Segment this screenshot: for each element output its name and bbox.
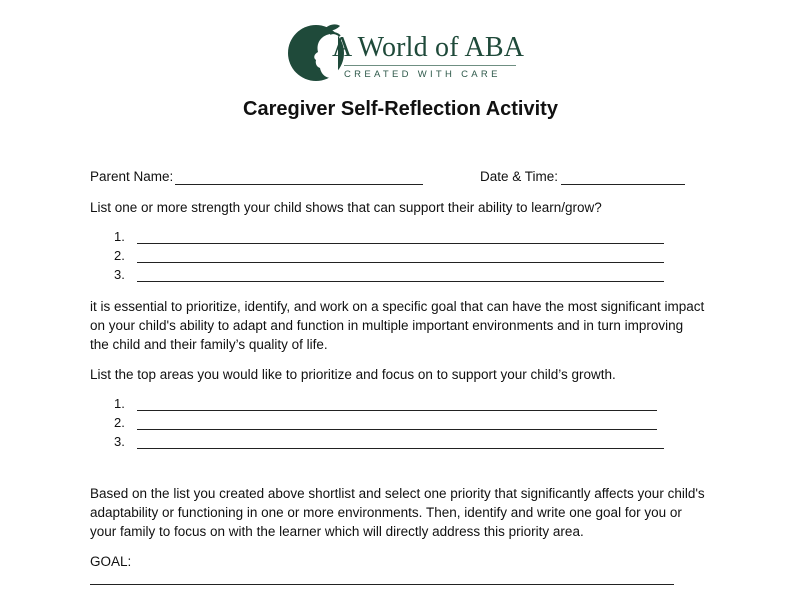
priority-number-1: 1.: [114, 396, 125, 411]
parent-name-field[interactable]: [175, 184, 423, 185]
goal-answer-line[interactable]: [90, 584, 674, 585]
logo-tagline: CREATED WITH CARE: [344, 69, 501, 80]
instruction-line: your family to focus on with the learner which will directly address this priority area.: [90, 524, 584, 539]
paragraph-line: on your child's ability to adapt and function in multiple important environments and in turn improving: [90, 318, 684, 333]
date-time-label: Date & Time:: [480, 169, 559, 184]
strength-number-2: 2.: [114, 248, 125, 263]
strength-answer-line-2[interactable]: [137, 262, 664, 263]
date-time-field[interactable]: [561, 184, 685, 185]
priority-number-2: 2.: [114, 415, 125, 430]
brand-logo: [286, 20, 536, 86]
goal-label: GOAL:: [90, 554, 132, 569]
strength-answer-line-1[interactable]: [137, 243, 664, 244]
instructions-paragraph: [90, 484, 730, 541]
parent-name-label: Parent Name:: [90, 169, 174, 184]
instruction-line: adaptability or functioning in one or more environments. Then, identify and write one goal for you or: [90, 505, 682, 520]
instruction-line: Based on the list you created above shortlist and select one priority that significantly affects your child's: [90, 486, 705, 501]
logo-title: A World of ABA: [332, 32, 525, 63]
strength-number-3: 3.: [114, 267, 125, 282]
paragraph-line: the child and their family’s quality of life.: [90, 337, 328, 352]
strengths-question: List one or more strength your child shows that can support their ability to learn/grow?: [90, 200, 602, 215]
page-title: Caregiver Self-Reflection Activity: [243, 98, 558, 120]
paragraph-line: it is essential to prioritize, identify, and work on a specific goal that can have the most significant impact: [90, 299, 705, 314]
logo-divider: [344, 65, 516, 66]
strength-answer-line-3[interactable]: [137, 281, 664, 282]
priority-answer-line-2[interactable]: [137, 429, 657, 430]
priority-number-3: 3.: [114, 434, 125, 449]
priority-answer-line-1[interactable]: [137, 410, 657, 411]
strength-number-1: 1.: [114, 229, 125, 244]
priorities-question: List the top areas you would like to prioritize and focus on to support your child’s growth.: [90, 367, 616, 382]
intro-paragraph: [90, 297, 730, 354]
priority-answer-line-3[interactable]: [137, 448, 664, 449]
